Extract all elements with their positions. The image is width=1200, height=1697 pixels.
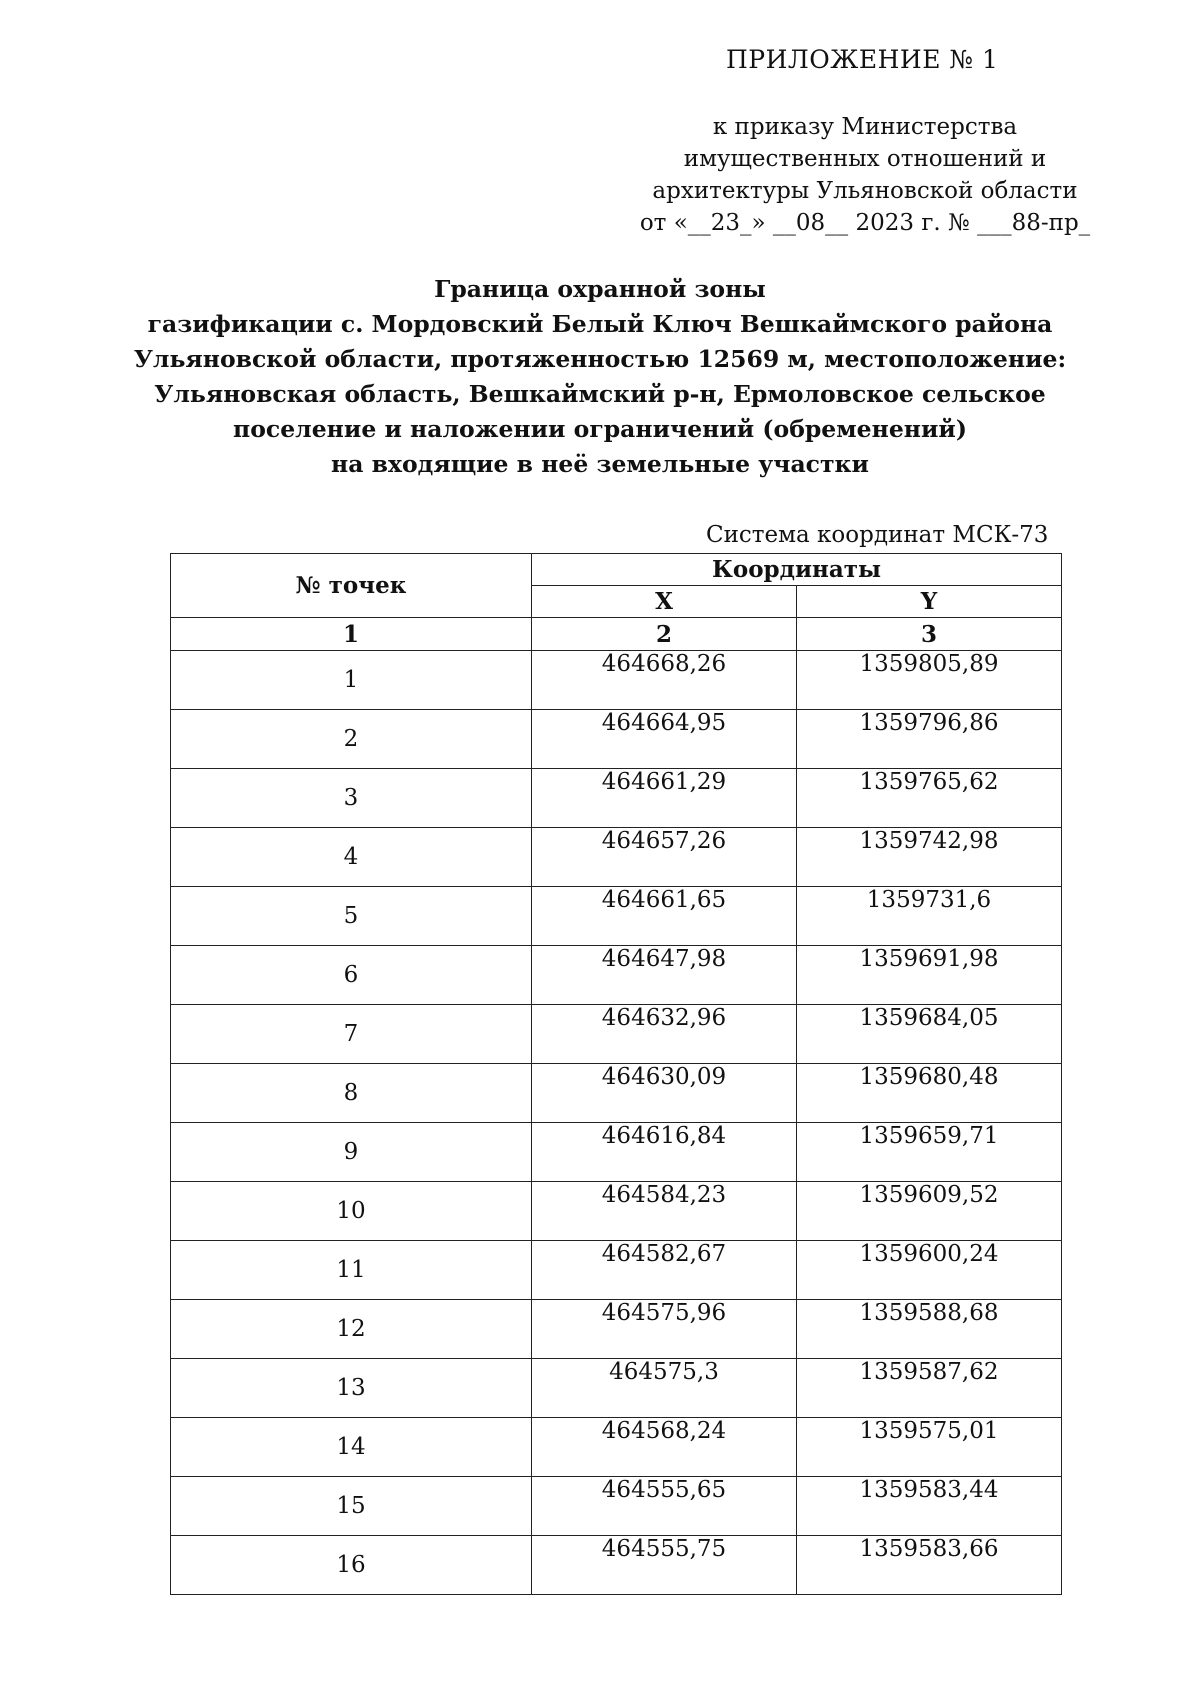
x-coordinate-cell: 464582,67 [532, 1241, 797, 1300]
header-y: Y [797, 586, 1062, 618]
y-coordinate-cell: 1359680,48 [797, 1064, 1062, 1123]
table-row [171, 1241, 1062, 1300]
point-number-cell: 5 [171, 887, 532, 946]
point-number-cell: 2 [171, 710, 532, 769]
table-body [171, 651, 1062, 1595]
x-coordinate-cell: 464575,96 [532, 1300, 797, 1359]
point-number-cell: 7 [171, 1005, 532, 1064]
table-row [171, 1005, 1062, 1064]
x-coordinate-cell: 464657,26 [532, 828, 797, 887]
title-line: поселение и наложении ограничений (обременений) [233, 415, 967, 443]
y-coordinate-cell: 1359588,68 [797, 1300, 1062, 1359]
table-row [171, 1418, 1062, 1477]
title-line: Ульяновская область, Вешкаймский р-н, Ермоловское сельское [154, 380, 1046, 408]
title-line: Граница охранной зоны [434, 275, 766, 303]
y-coordinate-cell: 1359609,52 [797, 1182, 1062, 1241]
x-coordinate-cell: 464555,75 [532, 1536, 797, 1595]
x-coordinate-cell: 464584,23 [532, 1182, 797, 1241]
point-number-cell: 15 [171, 1477, 532, 1536]
table-row [171, 769, 1062, 828]
y-coordinate-cell: 1359684,05 [797, 1005, 1062, 1064]
point-number-cell: 11 [171, 1241, 532, 1300]
point-number-cell: 13 [171, 1359, 532, 1418]
column-number: 3 [797, 618, 1062, 651]
y-coordinate-cell: 1359796,86 [797, 710, 1062, 769]
header-coordinates: Координаты [532, 554, 1062, 586]
appendix-label: ПРИЛОЖЕНИЕ № 1 [726, 45, 999, 74]
x-coordinate-cell: 464568,24 [532, 1418, 797, 1477]
point-number-cell: 10 [171, 1182, 532, 1241]
table-row [171, 1359, 1062, 1418]
y-coordinate-cell: 1359805,89 [797, 651, 1062, 710]
y-coordinate-cell: 1359742,98 [797, 828, 1062, 887]
point-number-cell: 9 [171, 1123, 532, 1182]
table-row [171, 1064, 1062, 1123]
order-reference [600, 111, 1130, 239]
table-row [171, 1536, 1062, 1595]
y-coordinate-cell: 1359691,98 [797, 946, 1062, 1005]
x-coordinate-cell: 464664,95 [532, 710, 797, 769]
document-title [100, 272, 1100, 482]
table-row [171, 710, 1062, 769]
y-coordinate-cell: 1359587,62 [797, 1359, 1062, 1418]
order-line: имущественных отношений и [683, 146, 1047, 172]
table-row [171, 1300, 1062, 1359]
order-line: от «__23_» __08__ 2023 г. № ___88-пр_ [639, 210, 1091, 236]
point-number-cell: 12 [171, 1300, 532, 1359]
order-line: к приказу Министерства [712, 114, 1018, 140]
point-number-cell: 6 [171, 946, 532, 1005]
title-line: Ульяновской области, протяженностью 12569 м, местоположение: [133, 345, 1067, 373]
point-number-cell: 3 [171, 769, 532, 828]
title-line: газификации с. Мордовский Белый Ключ Вешкаймского района [147, 310, 1053, 338]
x-coordinate-cell: 464661,29 [532, 769, 797, 828]
x-coordinate-cell: 464630,09 [532, 1064, 797, 1123]
y-coordinate-cell: 1359731,6 [797, 887, 1062, 946]
table-row [171, 946, 1062, 1005]
title-line: на входящие в неё земельные участки [331, 450, 869, 478]
point-number-cell: 1 [171, 651, 532, 710]
table-row [171, 887, 1062, 946]
y-coordinate-cell: 1359600,24 [797, 1241, 1062, 1300]
column-number: 1 [171, 618, 532, 651]
header-points: № точек [171, 554, 532, 618]
y-coordinate-cell: 1359583,66 [797, 1536, 1062, 1595]
x-coordinate-cell: 464632,96 [532, 1005, 797, 1064]
y-coordinate-cell: 1359659,71 [797, 1123, 1062, 1182]
point-number-cell: 4 [171, 828, 532, 887]
coordinate-system-label: Система координат МСК-73 [706, 522, 1049, 548]
y-coordinate-cell: 1359575,01 [797, 1418, 1062, 1477]
header-x: X [532, 586, 797, 618]
point-number-cell: 8 [171, 1064, 532, 1123]
x-coordinate-cell: 464555,65 [532, 1477, 797, 1536]
table-row [171, 828, 1062, 887]
x-coordinate-cell: 464647,98 [532, 946, 797, 1005]
x-coordinate-cell: 464668,26 [532, 651, 797, 710]
column-number: 2 [532, 618, 797, 651]
table-row [171, 1182, 1062, 1241]
table-row [171, 651, 1062, 710]
coordinates-table [170, 553, 1062, 1595]
y-coordinate-cell: 1359765,62 [797, 769, 1062, 828]
order-line: архитектуры Ульяновской области [652, 178, 1078, 204]
x-coordinate-cell: 464616,84 [532, 1123, 797, 1182]
y-coordinate-cell: 1359583,44 [797, 1477, 1062, 1536]
point-number-cell: 16 [171, 1536, 532, 1595]
table-row [171, 1477, 1062, 1536]
table-row [171, 1123, 1062, 1182]
x-coordinate-cell: 464575,3 [532, 1359, 797, 1418]
point-number-cell: 14 [171, 1418, 532, 1477]
x-coordinate-cell: 464661,65 [532, 887, 797, 946]
